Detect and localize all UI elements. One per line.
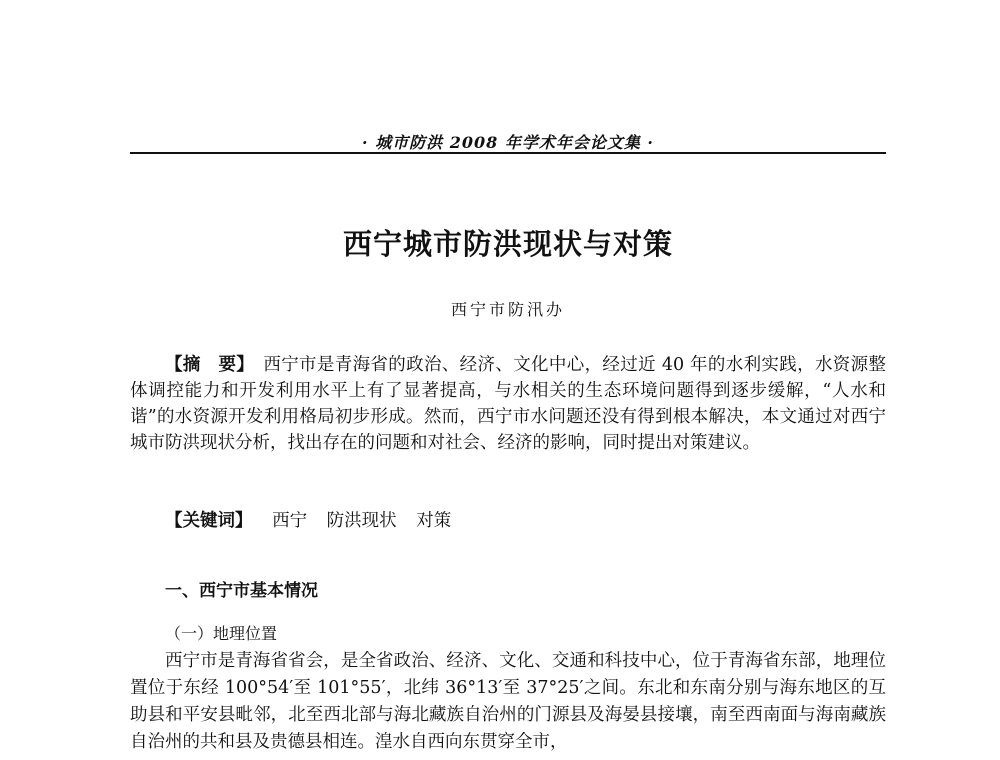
subsection-heading: （一）地理位置 — [165, 624, 278, 643]
abstract — [130, 352, 886, 456]
running-header: · 城市防洪 2008 年学术年会论文集 · — [362, 133, 654, 152]
body-paragraph: 西宁市是青海省省会，是全省政治、经济、文化、交通和科技中心，位于青海省东部，地理位置位于东经 100°54′至 101°55′，北纬 36°13′至 37°25′之间。东北和东南分别与海东地区的互助县和平安县毗邻，北至西北部与海北藏族自治州的门源县及海晏县接壤，南至西南面与海南藏族自治州的共和县及贵德县相连。湟水自西向东贯穿全市， — [130, 651, 886, 752]
section-heading: 一、西宁市基本情况 — [165, 581, 318, 601]
paper-title: 西宁城市防洪现状与对策 — [342, 227, 673, 261]
keyword: 西宁 — [272, 511, 308, 531]
keyword: 防洪现状 — [326, 511, 397, 531]
keywords — [165, 508, 451, 534]
abstract-label: 【摘 要】 — [165, 355, 246, 375]
keywords-label: 【关键词】 — [165, 511, 253, 531]
author-affiliation: 西宁市防汛办 — [450, 300, 565, 319]
abstract-text: 西宁市是青海省的政治、经济、文化中心，经过近 40 年的水利实践，水资源整体调控能力和开发利用水平上有了显著提高，与水相关的生态环境问题得到逐步缓解，“人水和谐”的水资源开发利用格局初步形成。然而，西宁市水问题还没有得到根本解决，本文通过对西宁城市防洪现状分析，找出存在的问题和对社会、经济的影响，同时提出对策建议。 — [130, 355, 887, 453]
keyword: 对策 — [416, 511, 452, 531]
header-rule — [130, 152, 886, 154]
